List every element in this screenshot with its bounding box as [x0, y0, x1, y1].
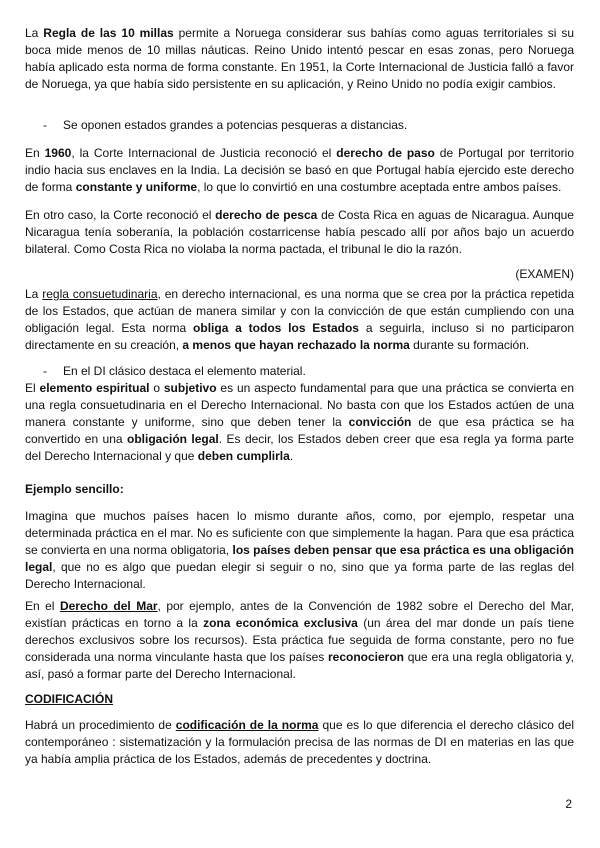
text-run: de que esa práctica se ha convertido en una — [25, 415, 574, 446]
text-run: que era una regla obligatoria y, así, pasó a formar parte del Derecho Internacional. — [25, 650, 574, 681]
paragraph-ejemplo — [25, 508, 574, 593]
bold-term: deben cumplirla — [197, 449, 290, 463]
text-run: Imagina que muchos países hacen lo mismo durante años, como, por ejemplo, respetar una determinada práctica en el mar. No es suficiente con que simplemente la hagan. Para que esa práctica se convierta en una norma obligatoria, — [25, 509, 574, 557]
text-run: , lo que lo convirtió en una costumbre aceptada entre ambos países. — [197, 180, 562, 194]
text-run: . — [289, 449, 294, 463]
text-run: permite a Noruega considerar sus bahías como aguas territoriales si su boca mide menos de 10 millas náuticas. Reino Unido intentó pescar en esas zonas, pero Noruega había aplicado esta norma de forma constante. En 1951, la Corte Internacional de Justicia falló a favor de Noruega, ya que había sido persistente en su aplicación, y Reino Unido no podía exigir cambios. — [25, 26, 574, 91]
text-run: que es lo que diferencia el derecho clásico del contemporáneo : sistematización y la formulación precisa de las normas de DI en materias en las que ya había amplia práctica de los Estados, además de precedentes y doctrina. — [25, 718, 574, 766]
bold-term: convicción — [348, 415, 412, 429]
paragraph-codificacion — [25, 717, 574, 768]
text-run: , que no es algo que puedan elegir si seguir o no, sino que ya forma parte de las reglas del Derecho Internacional. — [25, 560, 574, 591]
bold-term: obligación legal — [127, 432, 219, 446]
bold-term: Regla de las 10 millas — [43, 26, 174, 40]
text-run: En el — [25, 599, 60, 613]
text-run: Habrá un procedimiento de — [25, 718, 176, 732]
underlined-term: regla consuetudinaria — [42, 287, 158, 301]
bullet-text: En el DI clásico destaca el elemento material. — [63, 364, 306, 378]
bullet-text: Se oponen estados grandes a potencias pesqueras a distancias. — [63, 118, 408, 132]
text-run: , la Corte Internacional de Justicia reconoció el — [71, 146, 337, 160]
bullet-dash: - — [43, 364, 47, 378]
bold-term: zona económica exclusiva — [203, 616, 358, 630]
text-run: . Es decir, los Estados deben creer que esa regla ya forma parte del Derecho Internacional y que — [25, 432, 574, 463]
paragraph-elemento-espiritual — [25, 380, 574, 465]
text-run: , por ejemplo, antes de la Convención de 1982 sobre el Derecho del Mar, existían prácticas en torno a la — [25, 599, 575, 630]
bold-underlined-term: Derecho del Mar — [59, 599, 158, 613]
bold-term: constante y uniforme — [75, 180, 198, 194]
bold-term: 1960 — [44, 146, 72, 160]
paragraph-derecho-de-paso — [25, 145, 574, 196]
exam-label: (EXAMEN) — [515, 267, 574, 281]
bold-term: reconocieron — [327, 650, 405, 664]
bold-term: a menos que hayan rechazado la norma — [182, 338, 410, 352]
paragraph-derecho-de-pesca — [25, 207, 574, 258]
page-number: 2 — [565, 797, 572, 811]
text-run: , en derecho internacional, es una norma que se crea por la práctica repetida de los Estados, que actúan de manera similar y con la convicción de que están cumpliendo con una obligación legal. Esta norma — [25, 287, 574, 335]
paragraph-derecho-del-mar — [25, 598, 574, 683]
paragraph-regla-consuetudinaria — [25, 286, 574, 354]
text-run: El — [25, 381, 40, 395]
text-run: (un área del mar donde un país tiene derechos exclusivos sobre los recursos). Esta práctica fue seguida de forma constante, pero no fue considerada una norma vinculante hasta que los países — [25, 616, 575, 664]
example-heading: Ejemplo sencillo: — [25, 482, 124, 496]
text-run: o — [149, 381, 164, 395]
text-run: durante su formación. — [409, 338, 530, 352]
bold-term: derecho de pesca — [215, 208, 318, 222]
text-run: de Portugal por territorio indio hacia sus enclaves en la India. La decisión se basó en que Portugal había ejercido este derecho de forma — [25, 146, 575, 194]
codification-heading: CODIFICACIÓN — [25, 692, 113, 706]
text-run: En otro caso, la Corte reconoció el — [25, 208, 216, 222]
text-run: a seguirla, incluso si no participaron directamente en su creación, — [25, 321, 575, 352]
bullet-dash: - — [43, 118, 47, 132]
text-run: En — [25, 146, 45, 160]
text-run: La — [25, 26, 44, 40]
paragraph-regla-10-millas — [25, 25, 574, 93]
bold-term: elemento espiritual — [39, 381, 150, 395]
bold-term: obliga a todos los Estados — [193, 321, 359, 335]
text-run: La — [25, 287, 43, 301]
bold-term: subjetivo — [163, 381, 217, 395]
text-run: de Costa Rica en aguas de Nicaragua. Aunque Nicaragua tenía soberanía, la población costarricense había pescado allí por años bajo un acuerdo bilateral. Como Costa Rica no violaba la norma pactada, el tribunal le dio la razón. — [25, 208, 574, 256]
bold-term: derecho de paso — [336, 146, 435, 160]
bold-underlined-term: codificación de la norma — [175, 718, 319, 732]
text-run: es un aspecto fundamental para que una práctica se convierta en una regla consuetudinaria en el Derecho Internacional. No basta con que los Estados actúen de una manera constante y uniforme, sino que deben tener la — [25, 381, 575, 429]
bold-term: los países deben pensar que esa práctica es una obligación legal — [25, 543, 574, 574]
